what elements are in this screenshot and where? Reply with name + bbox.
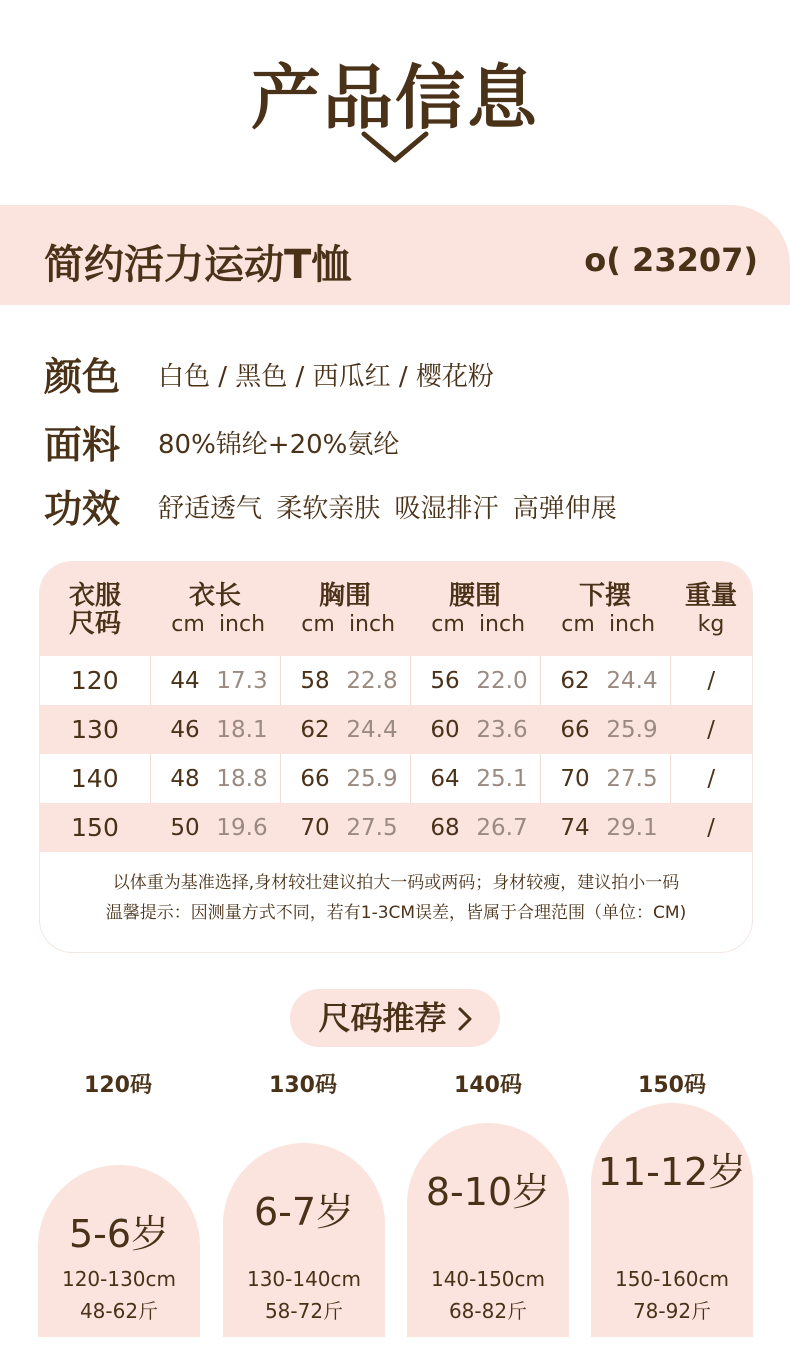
header-size [40, 562, 150, 656]
recommend-weight: 78-92斤 [632, 1299, 712, 1323]
recommend-card [407, 1123, 569, 1337]
value-cm: 74 [560, 814, 590, 841]
recommend-size-label: 130码 [269, 1073, 337, 1098]
value-cm: 66 [560, 716, 590, 743]
recommend-size-label: 140码 [454, 1073, 522, 1098]
value-cm: 44 [170, 667, 200, 694]
recommend-card [223, 1143, 385, 1337]
value-cm: 50 [170, 814, 200, 841]
cell-chest [280, 754, 410, 803]
recommend-age: 6-7岁 [253, 1190, 355, 1234]
product-name: 简约活力运动T恤 [44, 242, 352, 288]
unit-label: inch [478, 612, 526, 637]
value-inch: 23.6 [476, 716, 528, 743]
header-label: 胸围 [318, 581, 371, 611]
header-label: 下摆 [578, 581, 631, 611]
info-value: 白色 / 黑色 / 西瓜红 / 樱花粉 [158, 362, 494, 392]
value-cm: 48 [170, 765, 200, 792]
product-code: o( 23207) [584, 241, 758, 279]
recommend-age: 8-10岁 [425, 1170, 551, 1214]
header-length [150, 562, 280, 656]
value-inch: 29.1 [606, 814, 658, 841]
value-inch: 19.6 [216, 814, 268, 841]
header-label: 重量 [684, 581, 737, 611]
table-row [40, 705, 752, 754]
value-cm: 56 [430, 667, 460, 694]
value-inch: 25.9 [346, 765, 398, 792]
value-cm: 70 [560, 765, 590, 792]
cell-waist [410, 656, 540, 705]
info-value: 舒适透气 柔软亲肤 吸湿排汗 高弹伸展 [158, 494, 617, 524]
cell-chest [280, 656, 410, 705]
table-row [40, 656, 752, 705]
size-table [40, 562, 752, 852]
value-inch: 26.7 [476, 814, 528, 841]
recommend-weight: 68-82斤 [448, 1299, 528, 1323]
unit-label: inch [218, 612, 266, 637]
recommend-card [591, 1103, 753, 1337]
cell-waist [410, 803, 540, 852]
value-cm: 58 [300, 667, 330, 694]
page-title: 产品信息 [251, 57, 539, 139]
value-inch: 27.5 [606, 765, 658, 792]
cell-hem [540, 754, 670, 803]
product-bar [0, 205, 790, 305]
unit-label: cm [431, 612, 465, 637]
recommend-age: 5-6岁 [68, 1212, 170, 1256]
value-cm: 68 [430, 814, 460, 841]
value-inch: 27.5 [346, 814, 398, 841]
chevron-down-icon [360, 128, 430, 168]
recommend-height: 130-140cm [246, 1267, 362, 1291]
recommend-height: 150-160cm [614, 1267, 730, 1291]
value-inch: 25.1 [476, 765, 528, 792]
note-line: 以体重为基准选择,身材较壮建议拍大一码或两码；身材较瘦，建议拍小一码 [112, 873, 680, 893]
header-waist [410, 562, 540, 656]
cell-size: 120 [70, 666, 119, 695]
recommend-card [38, 1165, 200, 1337]
unit-label: inch [348, 612, 396, 637]
value-cm: 62 [560, 667, 590, 694]
recommend-title: 尺码推荐 [318, 999, 447, 1037]
cell-size: 150 [71, 813, 119, 842]
value-inch: 18.1 [216, 716, 268, 743]
recommend-size-label: 120码 [84, 1073, 152, 1098]
size-chart-card [40, 562, 752, 952]
cell-waist [410, 754, 540, 803]
header-label: 衣服 尺码 [68, 581, 121, 639]
recommend-weight: 58-72斤 [264, 1299, 344, 1323]
cell-weight: / [670, 754, 752, 803]
value-inch: 22.8 [346, 667, 398, 694]
size-notes [40, 868, 752, 928]
value-inch: 25.9 [606, 716, 658, 743]
chevron-right-icon [458, 1007, 472, 1031]
cell-length [150, 754, 280, 803]
info-label: 面料 [44, 423, 121, 467]
cell-length [150, 803, 280, 852]
value-inch: 17.3 [216, 667, 268, 694]
size-recommend-button[interactable] [290, 989, 500, 1047]
value-cm: 66 [300, 765, 330, 792]
value-cm: 62 [300, 716, 330, 743]
cell-chest [280, 803, 410, 852]
table-row [40, 803, 752, 852]
cell-hem [540, 705, 670, 754]
value-inch: 24.4 [606, 667, 658, 694]
recommend-size-label: 150码 [638, 1073, 706, 1098]
header-hem [540, 562, 670, 656]
info-label: 颜色 [44, 355, 121, 399]
cell-hem [540, 803, 670, 852]
header-weight [670, 562, 752, 656]
note-line: 温馨提示：因测量方式不同，若有1-3CM误差，皆属于合理范围（单位：CM) [105, 903, 687, 923]
recommend-age: 11-12岁 [597, 1150, 747, 1194]
info-label: 功效 [44, 487, 121, 531]
cell-weight: / [707, 814, 715, 841]
value-cm: 64 [430, 765, 460, 792]
recommend-height: 120-130cm [61, 1267, 177, 1291]
cell-hem [540, 656, 670, 705]
value-cm: 46 [170, 716, 200, 743]
cell-weight: / [707, 716, 715, 743]
size-table-header [40, 562, 752, 656]
cell-chest [280, 705, 410, 754]
value-inch: 24.4 [346, 716, 398, 743]
unit-label: inch [608, 612, 656, 637]
value-cm: 60 [430, 716, 460, 743]
cell-size: 130 [71, 715, 119, 744]
info-value: 80%锦纶+20%氨纶 [158, 430, 400, 460]
table-row [40, 754, 752, 803]
value-cm: 70 [300, 814, 330, 841]
cell-size: 140 [70, 764, 119, 793]
unit-label: cm [171, 612, 205, 637]
recommend-height: 140-150cm [430, 1267, 546, 1291]
cell-waist [410, 705, 540, 754]
value-inch: 18.8 [216, 765, 268, 792]
header-chest [280, 562, 410, 656]
unit-label: cm [301, 612, 335, 637]
header-label: 腰围 [448, 581, 501, 611]
cell-weight: / [670, 656, 752, 705]
unit-label: kg [697, 612, 725, 637]
cell-length [150, 705, 280, 754]
unit-label: cm [561, 612, 595, 637]
value-inch: 22.0 [476, 667, 528, 694]
recommend-weight: 48-62斤 [79, 1299, 159, 1323]
header-label: 衣长 [188, 581, 241, 611]
cell-length [150, 656, 280, 705]
